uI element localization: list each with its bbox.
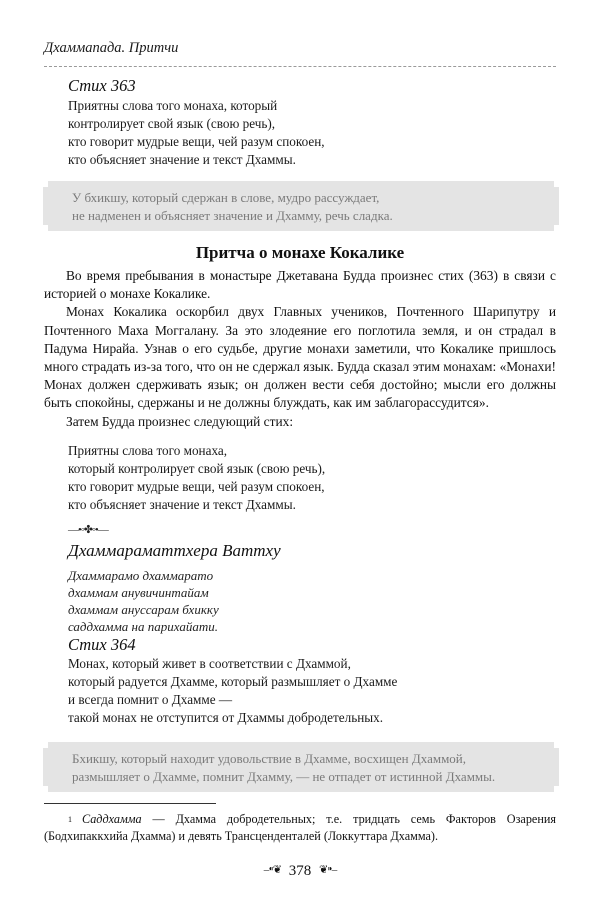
verse-line: кто объясняет значение и текст Дхаммы.	[68, 497, 296, 512]
running-head: Дхаммапада. Притчи	[44, 40, 179, 56]
verse-363-title: Стих 363	[68, 76, 136, 95]
parable-paragraph: Во время пребывания в монастыре Джетавана Будда произнес стих (363) в связи с историей о монахе Кокалике.	[44, 268, 556, 302]
verse-line: который радуется Дхамме, который размышляет о Дхамме	[68, 674, 398, 689]
pali-verse	[68, 567, 219, 635]
footnote-term: Саддхамма	[82, 812, 142, 826]
summary-box-364	[48, 742, 554, 792]
header-rule	[44, 66, 556, 67]
summary-line: Бхикшу, который находит удовольствие в Дхамме, восхищен Дхаммой,	[72, 751, 467, 766]
verse-363-text	[68, 97, 325, 169]
pali-line: дхаммам ануссарам бхикку	[68, 602, 219, 617]
footnote-rule	[44, 803, 216, 804]
verse-line: кто говорит мудрые вещи, чей разум спокоен,	[68, 134, 325, 149]
verse-line: и всегда помнит о Дхамме —	[68, 692, 233, 707]
verse-line: Монах, который живет в соответствии с Дхаммой,	[68, 656, 351, 671]
verse-364-title: Стих 364	[68, 635, 136, 654]
parable-title: Притча о монахе Кокалике	[195, 243, 405, 262]
pali-line: Дхаммарамо дхаммарато	[68, 568, 214, 583]
verse-364-text	[68, 655, 397, 727]
footnote-number: 1	[68, 815, 72, 824]
summary-box-363	[48, 181, 554, 231]
footnote-text: — Дхамма добродетельных; т.е. тридцать семь Факторов Озарения (Бодхипаккхийа Дхамма) и девять Трансценденталей (Локкуттара Дхамма).	[44, 812, 556, 843]
verse-line: который контролирует свой язык (свою речь),	[68, 461, 326, 476]
verse-line: кто объясняет значение и текст Дхаммы.	[68, 152, 296, 167]
right-ornament-icon: ❦⁍–	[319, 864, 337, 876]
verse-line: такой монах не отступится от Дхаммы добродетельных.	[68, 710, 384, 725]
parable-body	[44, 267, 556, 431]
verse-line: Приятны слова того монаха, который	[68, 98, 278, 113]
parable-quoted-verse	[68, 442, 325, 514]
page-number-block	[0, 863, 600, 880]
summary-line: не надменен и объясняет значение и Дхамму, речь сладка.	[72, 208, 393, 223]
left-ornament-icon: –⁌❦	[263, 864, 281, 876]
footnote	[44, 811, 556, 845]
parable-paragraph: Монах Кокалика оскорбил двух Главных учеников, Почтенного Шарипутру и Почтенного Маха Моггалану. За это злодеяние его поглотила земля, и он страдал в Падума Нирайа. Узнав о его судьбе, другие монахи заметили, что Кокалике пришлось много страдать из-за того, что он не сдержал язык. Будда сказал этим монахам: «Монахи! Монах должен сдерживать язык; он должен вести себя достойно; мысли его должны быть спокойны, сдержаны и не должны блуждать, как им заблагорассудится».	[44, 304, 556, 411]
verse-line: Приятны слова того монаха,	[68, 443, 228, 458]
pali-line: дхаммам анувичинтайам	[68, 585, 209, 600]
parable-paragraph: Затем Будда произнес следующий стих:	[66, 413, 294, 429]
summary-line: У бхикшу, который сдержан в слове, мудро рассуждает,	[72, 190, 380, 205]
summary-line: размышляет о Дхамме, помнит Дхамму, — не отпадет от истинной Дхаммы.	[72, 769, 496, 784]
ornament-divider-icon: —•◦✤◦•—	[68, 524, 108, 536]
pali-section-title: Дхаммараматтхера Ваттху	[68, 541, 281, 560]
verse-line: контролирует свой язык (свою речь),	[68, 116, 276, 131]
page-number: 378	[288, 863, 312, 879]
verse-line: кто говорит мудрые вещи, чей разум спокоен,	[68, 479, 325, 494]
pali-line: саддхамма на парихайати.	[68, 619, 218, 634]
